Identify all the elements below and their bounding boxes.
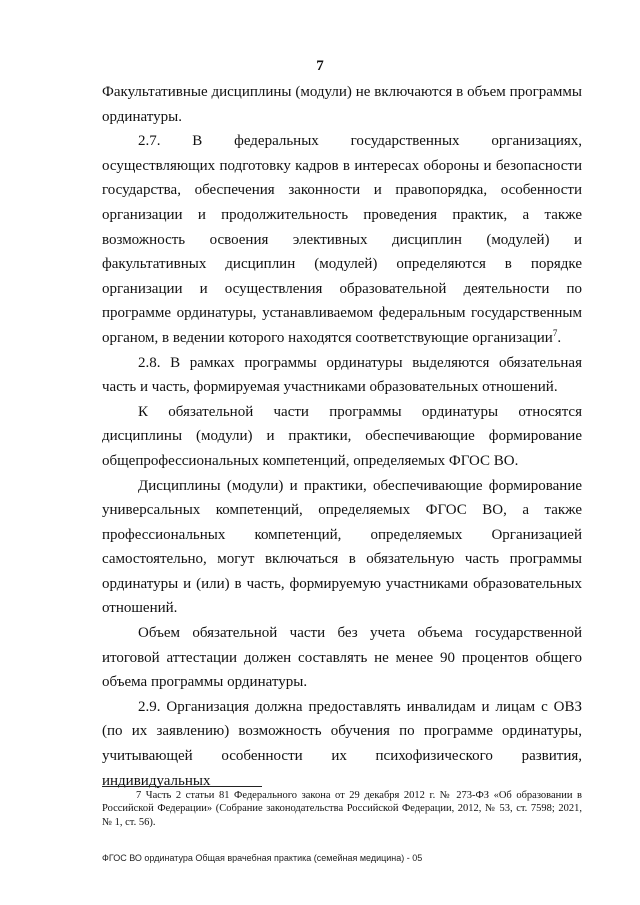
paragraph-2-9: 2.9. Организация должна предоставлять инвалидам и лицам с ОВЗ (по их заявлению) возможность обучения по программе ординатуры, учитывающей особенности их психофизического развития, индивидуальных xyxy=(102,698,582,789)
paragraph-2-7-text: 2.7. В федеральных государственных организациях, осуществляющих подготовку кадров в интересах обороны и безопасности государства, обеспечения законности и правопорядка, особенности организации и продолжительность проведения практик, а также возможность освоения элективных дисциплин (модулей) и факультативных дисциплин (модулей) определяются в порядке организации и осуществления образовательной деятельности по программе ординатуры, устанавливаемом федеральным государственным органом, в ведении которого находятся соответствующие организации xyxy=(102,133,582,346)
footnote-reference-7[interactable]: 7 xyxy=(552,327,558,338)
page-number: 7 xyxy=(316,58,324,74)
paragraph-competencies: Дисциплины (модули) и практики, обеспечивающие формирование универсальных компетенций, определяемых ФГОС ВО, а также профессиональных компетенций, определяемых Организацией самостоятельно, могут включаться в обязательную часть программы ординатуры и (или) в часть, формируемую участниками образовательных отношений. xyxy=(102,477,582,617)
footnote-7: 7 Часть 2 статьи 81 Федерального закона от 29 декабря 2012 г. № 273-ФЗ «Об образовании в Российской Федерации» (Собрание законодательства Российской Федерации, 2012, № 53, ст. 7598; 2021, № 1, ст. 56). xyxy=(102,790,582,828)
paragraph-2-7-end-punct: . xyxy=(557,329,562,346)
paragraph-mandatory-part: К обязательной части программы ординатуры относятся дисциплины (модули) и практики, обеспечивающие формирование общепрофессиональных компетенций, определяемых ФГОС ВО. xyxy=(102,403,582,469)
paragraph-optional-disciplines: Факультативные дисциплины (модули) не включаются в объем программы ординатуры. xyxy=(102,84,582,125)
paragraph-2-8: 2.8. В рамках программы ординатуры выделяются обязательная часть и часть, формируемая участниками образовательных отношений. xyxy=(102,354,582,396)
paragraph-volume: Объем обязательной части без учета объема государственной итоговой аттестации должен составлять не менее 90 процентов общего объема программы ординатуры. xyxy=(102,625,582,691)
document-body xyxy=(102,80,582,793)
page-footer: ФГОС ВО ординатура Общая врачебная практика (семейная медицина) - 05 xyxy=(102,853,423,863)
footnote-divider xyxy=(102,786,262,787)
paragraph-2-7 xyxy=(102,129,582,350)
